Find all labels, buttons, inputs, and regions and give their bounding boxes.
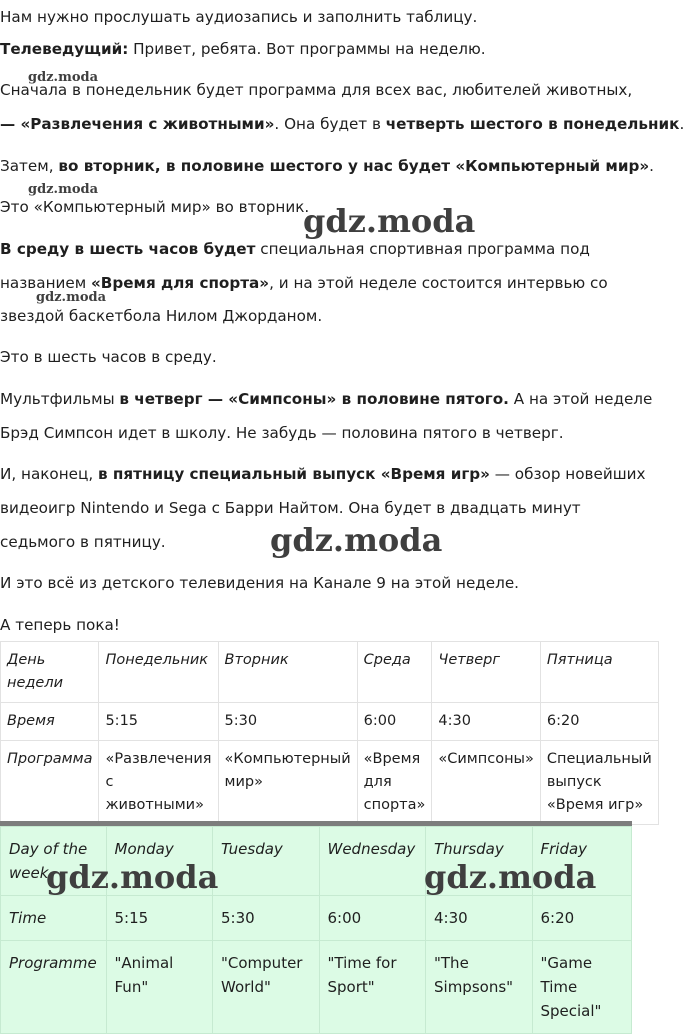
table-cell: «Время для спорта» (357, 741, 432, 825)
paragraph-tuesday (0, 149, 654, 183)
table-cell: "The Simpsons" (426, 941, 533, 1034)
paragraph-friday-a (0, 457, 646, 491)
bold-text: В среду в шесть часов будет (0, 240, 256, 258)
text: седьмого в пятницу. (0, 533, 166, 551)
table-header-cell: День недели (1, 642, 99, 703)
text: Нам нужно прослушать аудиозапись и заполнить таблицу. (0, 8, 478, 26)
paragraph-wednesday-note (0, 340, 632, 374)
watermark-logo: gdz.moda (270, 521, 443, 559)
table-row (1, 941, 632, 1034)
schedule-table-russian (0, 641, 659, 825)
bold-text: в четверг — «Симпсоны» в половине пятого. (119, 390, 509, 408)
text: Это в шесть часов в среду. (0, 348, 217, 366)
text: Мультфильмы (0, 390, 120, 408)
paragraph-goodbye (0, 608, 632, 642)
text: Это «Компьютерный мир» во вторник. (0, 198, 310, 216)
text: А на этой неделе (508, 390, 653, 408)
bold-text: «Время для спорта» (91, 274, 270, 292)
watermark-logo: gdz.moda (28, 182, 99, 197)
paragraph-thursday-b (0, 416, 632, 450)
table-header-cell: Среда (357, 642, 432, 703)
bold-text: — «Развлечения с животными» (0, 115, 275, 133)
table-header-cell: Thursday (426, 827, 533, 896)
paragraph-intro (0, 0, 632, 34)
table-row-label: Programme (1, 941, 107, 1034)
text: А теперь пока! (0, 616, 120, 634)
text: специальная спортивная программа под (255, 240, 590, 258)
watermark-logo: gdz.moda (303, 202, 476, 240)
text: видеоигр Nintendo и Sega с Барри Найтом. Она будет в двадцать минут (0, 499, 581, 517)
text: звездой баскетбола Нилом Джорданом. (0, 307, 323, 325)
table-header-cell: Четверг (432, 642, 540, 703)
table-cell: 5:30 (218, 703, 357, 741)
table-row-label: Time (1, 896, 107, 941)
text: . (649, 157, 654, 175)
table-row (1, 741, 659, 825)
watermark-logo: gdz.moda (46, 858, 219, 896)
bold-text: во вторник, в половине шестого у нас будет «Компьютерный мир» (58, 157, 650, 175)
table-cell: 6:00 (357, 703, 432, 741)
text: Брэд Симпсон идет в школу. Не забудь — половина пятого в четверг. (0, 424, 564, 442)
table-header-cell: Monday (106, 827, 213, 896)
table-cell: «Развлечения с животными» (99, 741, 218, 825)
table-cell: Специальный выпуск «Время игр» (540, 741, 658, 825)
table-cell: "Computer World" (213, 941, 320, 1034)
table-header-cell: Day of the week (1, 827, 107, 896)
paragraph-closing (0, 566, 632, 600)
table-row-label: Программа (1, 741, 99, 825)
table-cell: "Time for Sport" (319, 941, 426, 1034)
table-header-cell: Tuesday (213, 827, 320, 896)
watermark-logo: gdz.moda (36, 290, 107, 305)
table-header-cell: Вторник (218, 642, 357, 703)
table-cell: 5:30 (213, 896, 320, 941)
table-header-cell: Пятница (540, 642, 658, 703)
table-cell: 4:30 (426, 896, 533, 941)
table-header-cell: Wednesday (319, 827, 426, 896)
text: — обзор новейших (489, 465, 646, 483)
table-cell: 6:20 (540, 703, 658, 741)
paragraph-host (0, 32, 632, 66)
table-cell: 4:30 (432, 703, 540, 741)
table-cell: 5:15 (106, 896, 213, 941)
text: Сначала в понедельник будет программа для всех вас, любителей животных, (0, 81, 633, 99)
bold-text: в пятницу специальный выпуск «Время игр» (98, 465, 490, 483)
table-row (1, 896, 632, 941)
paragraph-monday-b (0, 107, 684, 141)
table-row (1, 642, 659, 703)
watermark-logo: gdz.moda (424, 858, 597, 896)
table-cell: "Animal Fun" (106, 941, 213, 1034)
text: названием (0, 274, 91, 292)
table-cell: «Компьютерный мир» (218, 741, 357, 825)
text: Затем, (0, 157, 59, 175)
paragraph-thursday-a (0, 382, 653, 416)
paragraph-friday-b (0, 491, 632, 525)
table-cell: «Симпсоны» (432, 741, 540, 825)
table-header-cell: Friday (532, 827, 632, 896)
table-cell: 6:00 (319, 896, 426, 941)
table-row (1, 703, 659, 741)
speaker-label: Телеведущий: (0, 40, 129, 58)
text: И это всё из детского телевидения на Канале 9 на этой неделе. (0, 574, 520, 592)
table-cell: 6:20 (532, 896, 632, 941)
text: , и на этой неделе состоится интервью со (269, 274, 608, 292)
bold-text: четверть шестого в понедельник (385, 115, 680, 133)
table-row-label: Время (1, 703, 99, 741)
table-header-cell: Понедельник (99, 642, 218, 703)
table-cell: "Game Time Special" (532, 941, 632, 1034)
text: И, наконец, (0, 465, 98, 483)
text: Привет, ребята. Вот программы на неделю. (128, 40, 486, 58)
watermark-logo: gdz.moda (28, 70, 99, 85)
table-cell: 5:15 (99, 703, 218, 741)
text: . Она будет в (274, 115, 386, 133)
text: . (679, 115, 684, 133)
